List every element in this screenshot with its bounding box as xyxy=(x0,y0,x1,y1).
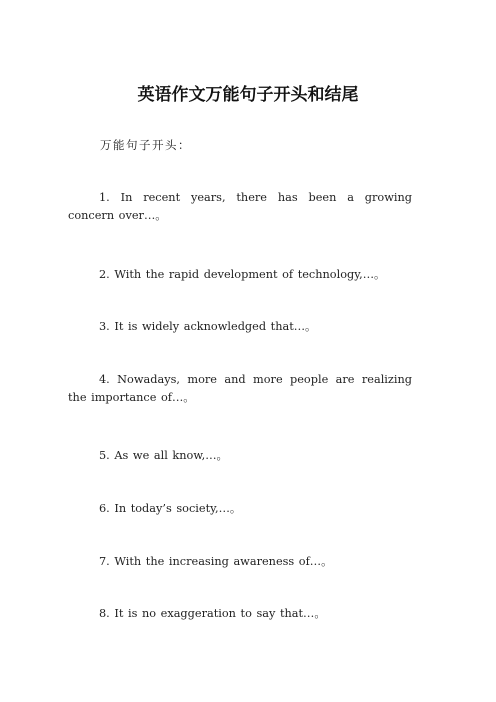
list-item: 2. With the rapid development of technology,…。 xyxy=(99,268,386,281)
document-title: 英语作文万能句子开头和结尾 xyxy=(137,85,359,105)
list-item: 6. In today’s society,…。 xyxy=(99,502,242,515)
list-item: 3. It is widely acknowledged that…。 xyxy=(99,320,317,333)
list-item: 1. In recent years, there has been a growing concern over…。 xyxy=(68,191,412,222)
list-item: 5. As we all know,…。 xyxy=(99,449,228,462)
list-item: 8. It is no exaggeration to say that…。 xyxy=(99,607,326,620)
section-heading: 万能句子开头： xyxy=(100,138,191,152)
list-item: 4. Nowadays, more and more people are realizing the importance of…。 xyxy=(68,373,412,404)
list-item: 7. With the increasing awareness of…。 xyxy=(99,555,333,568)
